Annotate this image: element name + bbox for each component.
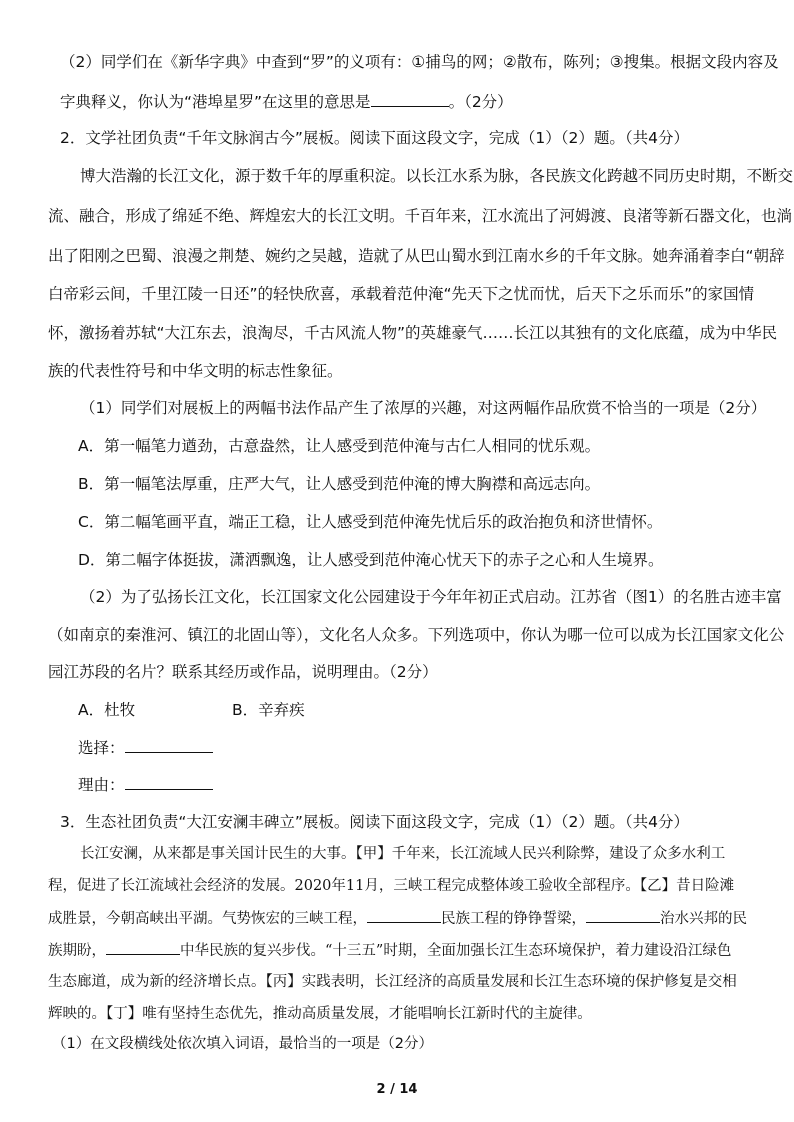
choice-blank[interactable] <box>125 738 213 753</box>
passage-text: 治水兴邦的民 <box>660 911 747 927</box>
reason-blank[interactable] <box>125 775 213 790</box>
passage-text: 族期盼， <box>48 943 106 959</box>
option-a[interactable]: A．第一幅笔力遒劲，古意盎然，让人感受到范仲淹与古仁人相同的忧乐观。 <box>78 437 601 455</box>
choice-row <box>78 738 213 758</box>
subquestion-1-stem: （1）在文段横线处依次填入词语，最恰当的一项是（2分） <box>52 1036 433 1052</box>
passage-line: 生态廊道，成为新的经济增长点。【丙】实践表明，长江经济的高质量发展和长江生态环境的保护修复是交相 <box>48 974 737 990</box>
passage-line <box>48 940 731 961</box>
passage-line: 程，促进了长江流域社会经济的发展。2020年11月，三峡工程完成整体竣工验收全部程序。【乙】昔日险滩 <box>48 878 735 894</box>
person-option-a[interactable]: A．杜牧 <box>78 701 136 719</box>
subquestion-2-stem-line: 园江苏段的名片？联系其经历或作品，说明理由。（2分） <box>48 663 438 681</box>
fill-blank-3[interactable] <box>106 940 180 955</box>
choice-label: 选择： <box>78 739 125 757</box>
passage-line: 辉映的。【丁】唯有坚持生态优先，推动高质量发展，才能唱响长江新时代的主旋律。 <box>48 1006 592 1022</box>
subquestion-1-stem: （1）同学们对展板上的两幅书法作品产生了浓厚的兴趣，对这两幅作品欣赏不恰当的一项是（2分） <box>80 399 767 417</box>
passage-line: 出了阳刚之巴蜀、浪漫之荆楚、婉约之吴越，造就了从巴山蜀水到江南水乡的千年文脉。她奔涌着李白“朝辞 <box>48 247 785 265</box>
passage-text: 民族工程的铮铮誓梁， <box>441 911 586 927</box>
fill-blank-2[interactable] <box>586 908 660 923</box>
question-3-heading: 3．生态社团负责“大江安澜丰碑立”展板。阅读下面这段文字，完成（1）（2）题。（共4分） <box>60 813 690 831</box>
fill-blank-1[interactable] <box>367 908 441 923</box>
passage-line: 怀，激扬着苏轼“大江东去，浪淘尽，千古风流人物”的英雄豪气……长江以其独有的文化底蕴，成为中华民 <box>48 324 778 342</box>
passage-line <box>48 908 747 929</box>
answer-blank[interactable] <box>371 92 449 107</box>
prev-question-line1: （2）同学们在《新华字典》中查到“罗”的义项有：①捕鸟的网；②散布，陈列；③搜集。根据文段内容及 <box>60 53 779 71</box>
option-b[interactable]: B．第一幅笔法厚重，庄严大气，让人感受到范仲淹的博大胸襟和高远志向。 <box>78 475 601 493</box>
prev-question-line2 <box>60 92 513 112</box>
passage-text: 中华民族的复兴步伐。“十三五”时期，全面加强长江生态环境保护，着力建设沿江绿色 <box>180 943 732 959</box>
question-2-heading: 2．文学社团负责“千年文脉润古今”展板。阅读下面这段文字，完成（1）（2）题。（共4分） <box>60 129 690 147</box>
passage-text: 成胜景，今朝高峡出平湖。气势恢宏的三峡工程， <box>48 911 367 927</box>
subquestion-2-stem-line: （2）为了弘扬长江文化，长江国家文化公园建设于今年年初正式启动。江苏省（图1）的名胜古迹丰富 <box>80 588 782 606</box>
passage-line: 族的代表性符号和中华文明的标志性象征。 <box>48 362 343 380</box>
option-d[interactable]: D．第二幅字体挺拔，潇洒飘逸，让人感受到范仲淹心忧天下的赤子之心和人生境界。 <box>78 551 664 569</box>
prev-question-suffix: 。（2分） <box>448 93 513 111</box>
page-number: 2 / 14 <box>376 1082 418 1097</box>
passage-line: 白帝彩云间，千里江陵一日还”的轻快欣喜，承载着范仲淹“先天下之忧而忧，后天下之乐而乐”的家国情 <box>48 285 755 303</box>
passage-line: 长江安澜，从来都是事关国计民生的大事。【甲】千年来，长江流域人民兴利除弊，建设了众多水利工 <box>80 846 726 862</box>
subquestion-2-stem-line: （如南京的秦淮河、镇江的北固山等），文化名人众多。下列选项中，你认为哪一位可以成为长江国家文化公 <box>48 626 785 644</box>
option-c[interactable]: C．第二幅笔画平直，端正工稳，让人感受到范仲淹先忧后乐的政治抱负和济世情怀。 <box>78 513 663 531</box>
passage-line: 博大浩瀚的长江文化，源于数千年的厚重积淀。以长江水系为脉，各民族文化跨越不同历史时期，不断交 <box>80 167 794 185</box>
reason-row <box>78 775 213 795</box>
prev-question-prefix: 字典释义，你认为“港埠星罗”在这里的意思是 <box>60 93 371 111</box>
reason-label: 理由： <box>78 776 125 794</box>
person-option-b[interactable]: B．辛弃疾 <box>232 701 305 719</box>
passage-line: 流、融合，形成了绵延不绝、辉煌宏大的长江文明。千百年来，江水流出了河姆渡、良渚等新石器文化，也淌 <box>48 207 793 225</box>
